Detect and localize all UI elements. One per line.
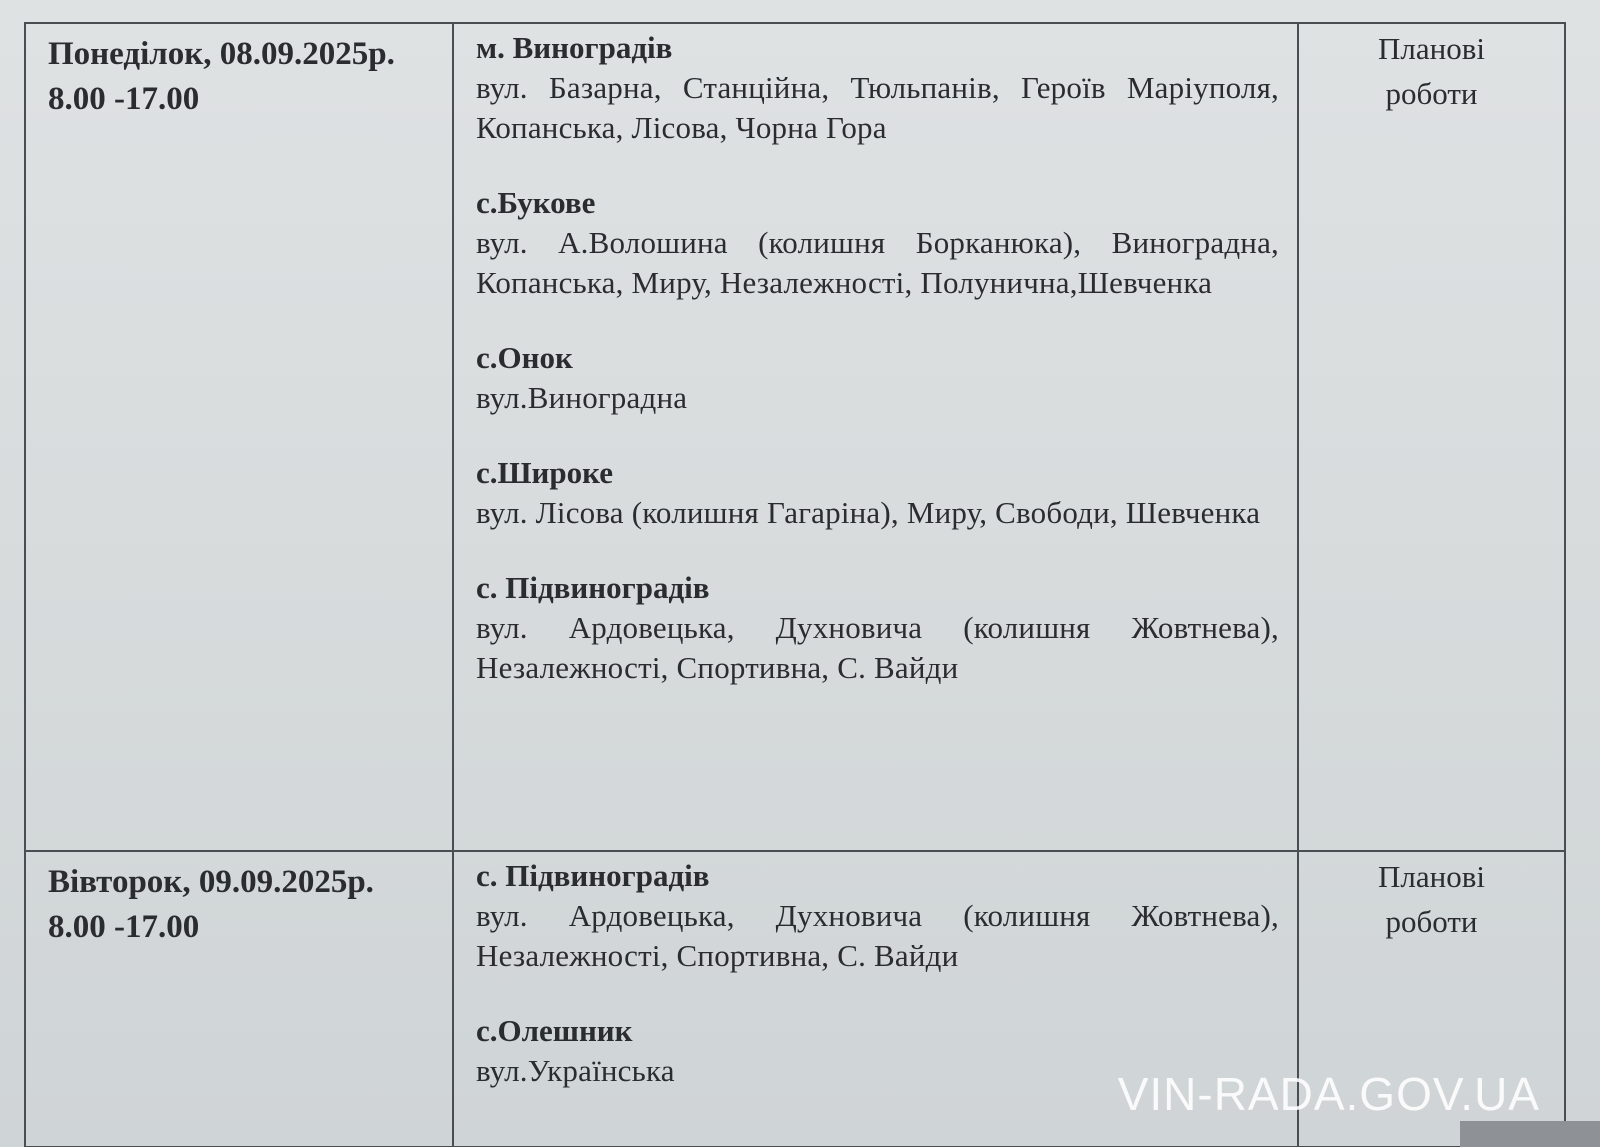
street-list: вул.Українська — [476, 1053, 675, 1088]
work-type-cell — [1298, 23, 1565, 851]
location-block — [476, 338, 1279, 418]
date-cell — [25, 851, 453, 1147]
street-list: вул.Виноградна — [476, 380, 688, 415]
table-row — [25, 23, 1565, 851]
location-block — [476, 568, 1279, 688]
location-block — [476, 453, 1279, 533]
settlement-name: с.Букове — [476, 185, 596, 220]
settlement-name: м. Виноградів — [476, 30, 673, 65]
corner-shade — [1460, 1121, 1600, 1147]
street-list: вул. Базарна, Станційна, Тюльпанів, Героїв Маріуполя, Копанська, Лісова, Чорна Гора — [476, 70, 1279, 145]
work-type-line: Планові — [1378, 31, 1485, 66]
settlement-name: с.Олешник — [476, 1013, 633, 1048]
locations-cell — [453, 23, 1298, 851]
site-watermark: VIN-RADA.GOV.UA — [1117, 1068, 1540, 1120]
date-cell — [25, 23, 453, 851]
street-list: вул. А.Волошина (колишня Борканюка), Виноградна, Копанська, Миру, Незалежності, Полунична,Шевченка — [476, 225, 1279, 300]
settlement-name: с.Широке — [476, 455, 614, 490]
outage-schedule-table — [24, 22, 1566, 1147]
settlement-name: с. Підвиноградів — [476, 570, 710, 605]
day-date: Понеділок, 08.09.2025р. — [48, 36, 395, 72]
location-block — [476, 28, 1279, 148]
time-range: 8.00 -17.00 — [48, 909, 200, 945]
location-block — [476, 183, 1279, 303]
location-block — [476, 856, 1279, 976]
work-type-line: роботи — [1385, 76, 1478, 111]
settlement-name: с. Підвиноградів — [476, 858, 710, 893]
street-list: вул. Лісова (колишня Гагаріна), Миру, Свободи, Шевченка — [476, 495, 1261, 530]
street-list: вул. Ардовецька, Духновича (колишня Жовтнева), Незалежності, Спортивна, С. Вайди — [476, 610, 1279, 685]
street-list: вул. Ардовецька, Духновича (колишня Жовтнева), Незалежності, Спортивна, С. Вайди — [476, 898, 1279, 973]
work-type-line: роботи — [1385, 904, 1478, 939]
time-range: 8.00 -17.00 — [48, 81, 200, 117]
work-type-line: Планові — [1378, 859, 1485, 894]
day-date: Вівторок, 09.09.2025р. — [48, 864, 374, 900]
settlement-name: с.Онок — [476, 340, 573, 375]
